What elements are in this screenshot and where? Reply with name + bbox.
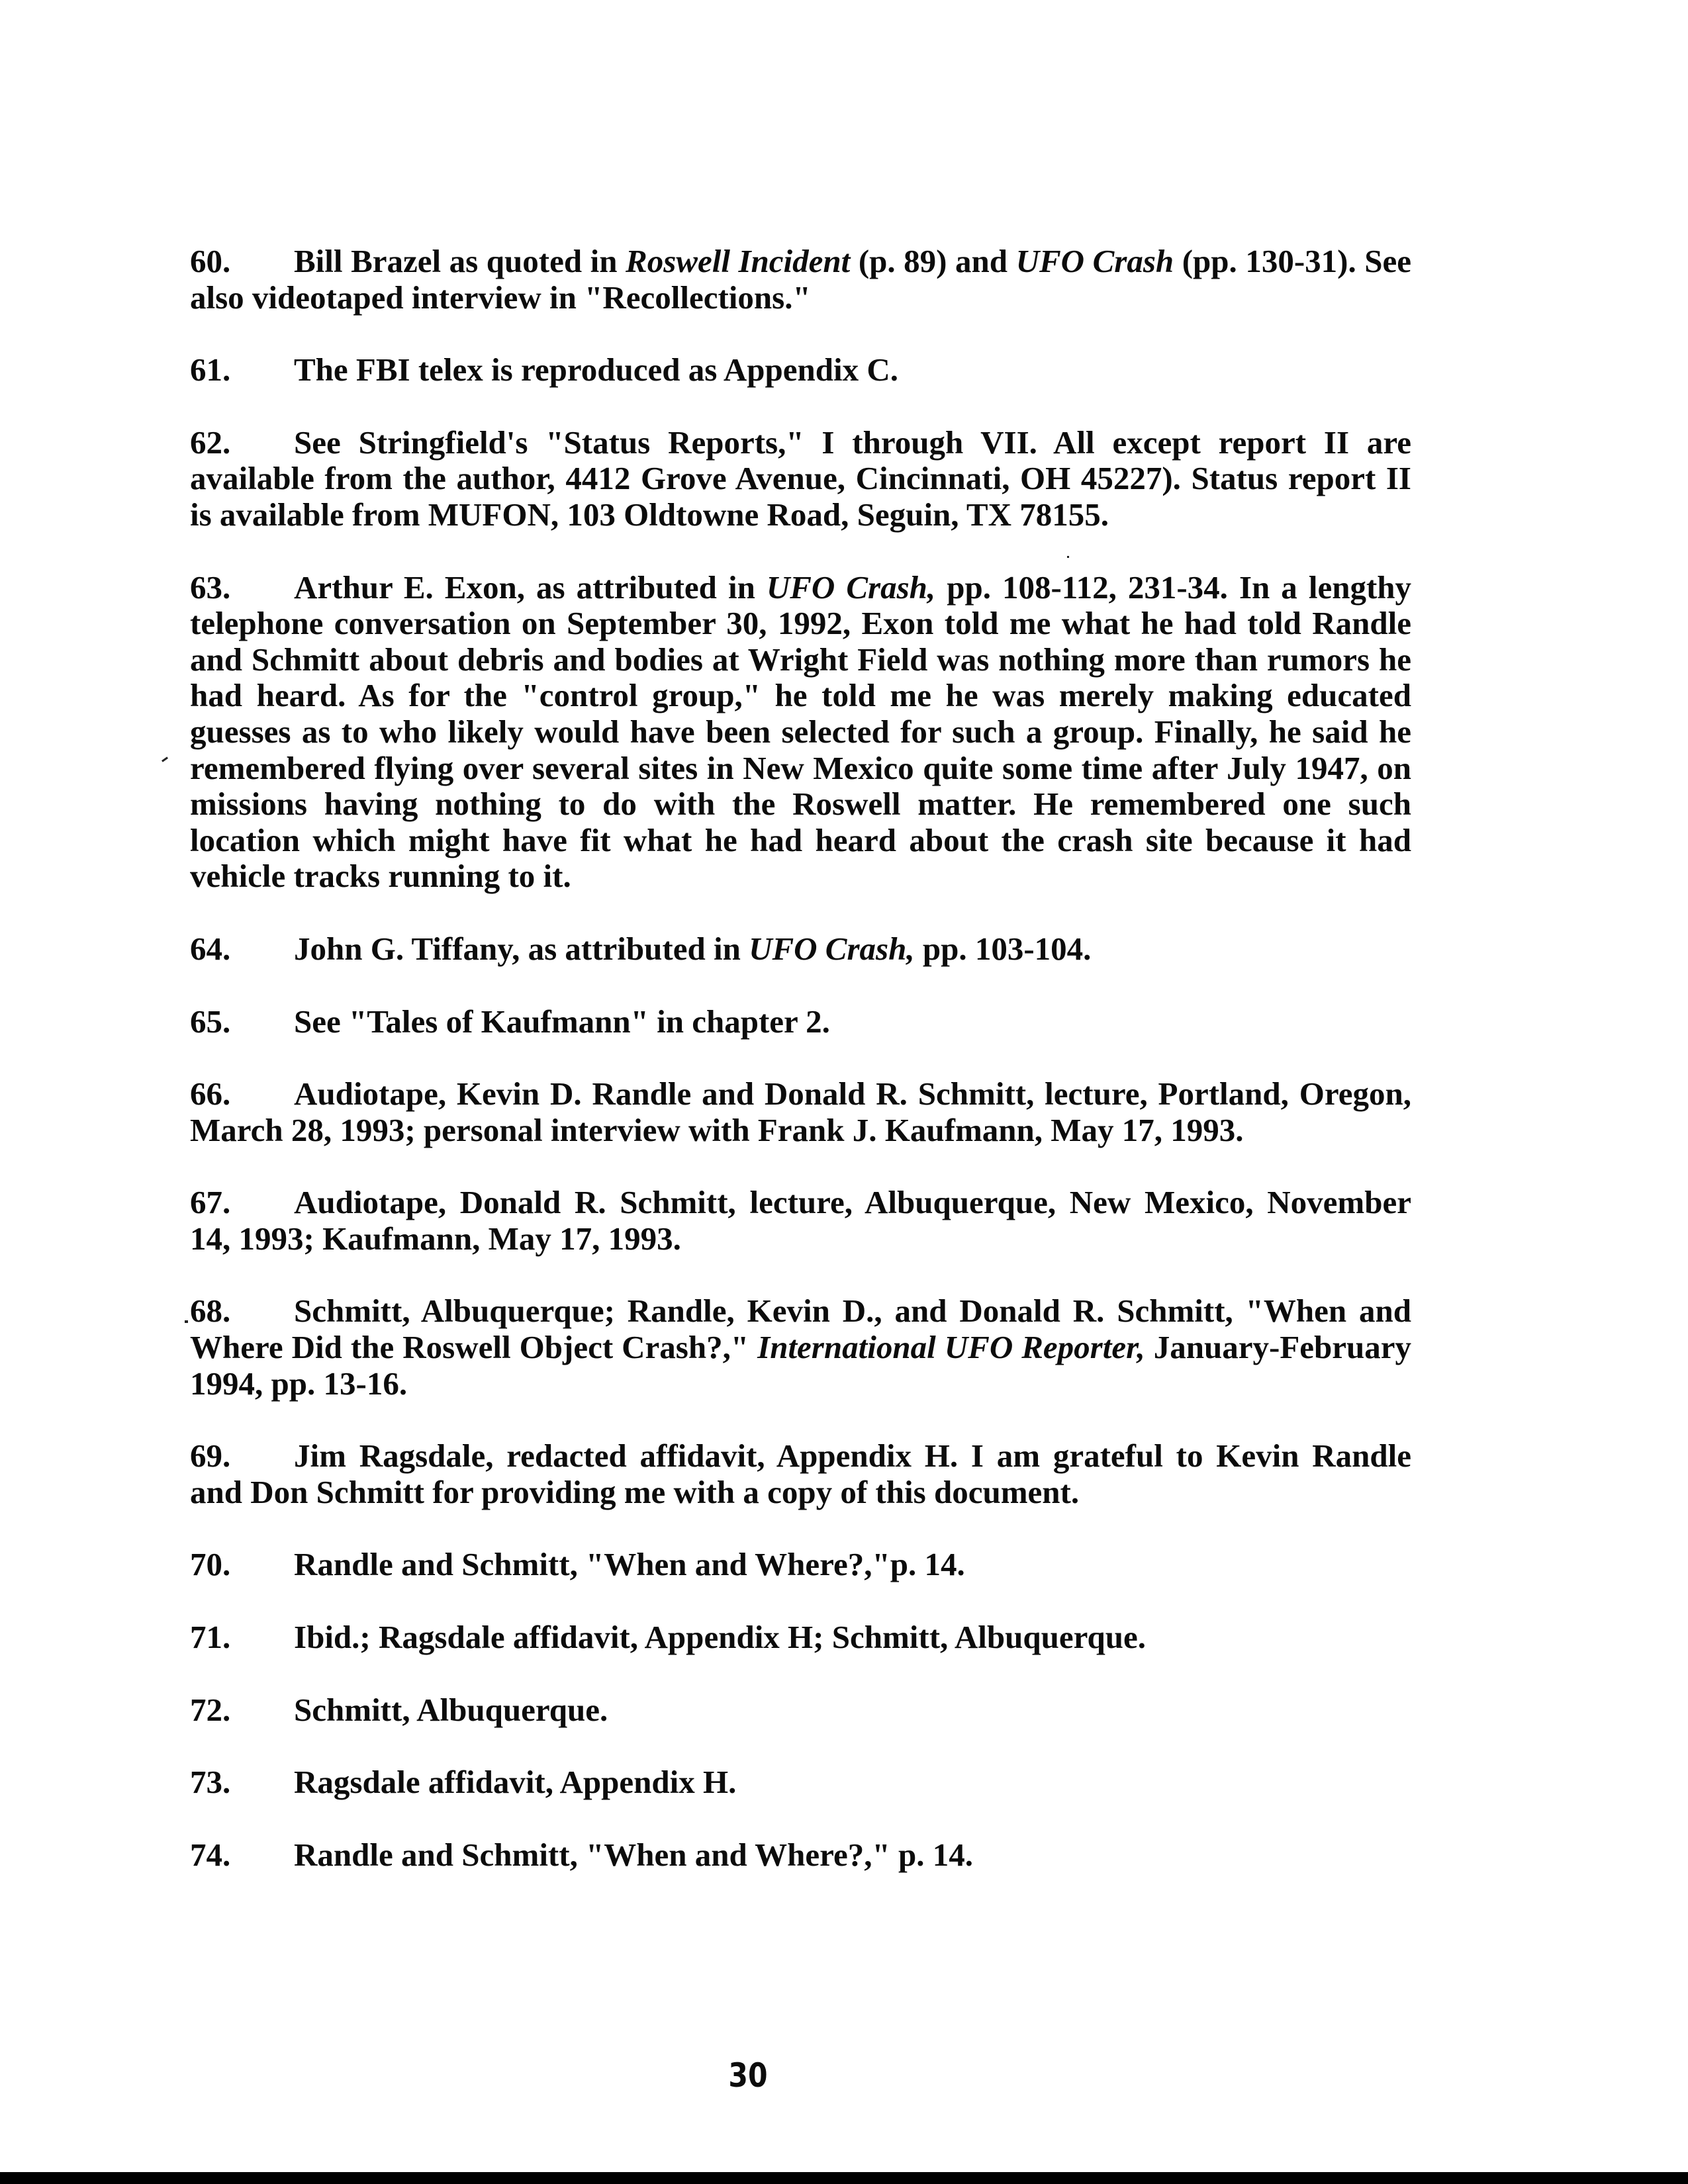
note-number: 73.	[190, 1764, 231, 1801]
note-63	[190, 570, 1411, 895]
note-text: pp. 108-112, 231-34. In a lengthy telephone conversation on September 30, 1992, Exon told me what he had told Randle and Schmitt about debris and bodies at Wright Field was nothing more than rumors he had heard. As for the "control group," he told me he was merely making educated guesses as to who likely would have been selected for such a group. Finally, he said he remembered flying over several sites in New Mexico quite some time after July 1947, on missions having nothing to do with the Roswell matter. He remembered one such location which might have fit what he had heard about the crash site because it had vehicle tracks running to it.	[190, 569, 1412, 895]
note-74	[190, 1837, 1411, 1874]
note-text: Randle and Schmitt, "When and Where?,"p. 14.	[294, 1546, 965, 1583]
scan-edge-bar	[0, 2172, 1688, 2184]
note-number: 61.	[190, 351, 231, 388]
note-text: The FBI telex is reproduced as Appendix C.	[294, 351, 898, 388]
note-number: 63.	[190, 569, 231, 606]
note-61	[190, 352, 1411, 388]
note-70	[190, 1547, 1411, 1583]
note-text: See "Tales of Kaufmann" in chapter 2.	[294, 1003, 830, 1040]
note-text: January-February 1994, pp. 13-16.	[190, 1329, 1412, 1402]
note-number: 67.	[190, 1184, 231, 1221]
note-number: 71.	[190, 1619, 231, 1656]
page-number: 30	[728, 2056, 768, 2095]
note-text: (pp. 130-31). See also videotaped interview in "Recollections."	[190, 243, 1411, 316]
note-number: 65.	[190, 1003, 231, 1040]
note-68	[190, 1293, 1411, 1402]
note-text: Ragsdale affidavit, Appendix H.	[294, 1764, 737, 1801]
note-number: 74.	[190, 1836, 231, 1873]
note-text: Bill Brazel as quoted in	[294, 243, 626, 279]
note-number: 72.	[190, 1691, 231, 1728]
note-60	[190, 244, 1411, 316]
book-title: UFO Crash,	[749, 930, 915, 967]
stray-pen-mark	[162, 756, 168, 762]
note-65	[190, 1004, 1411, 1040]
note-text: pp. 103-104.	[914, 930, 1092, 967]
note-number: 68.	[190, 1293, 231, 1330]
note-number: 62.	[190, 424, 231, 461]
note-number: 70.	[190, 1546, 231, 1583]
note-69	[190, 1438, 1411, 1510]
note-text: Jim Ragsdale, redacted affidavit, Appendix H. I am grateful to Kevin Randle and Don Schmitt for providing me with a copy of this document.	[190, 1437, 1411, 1510]
note-text: Randle and Schmitt, "When and Where?," p. 14.	[294, 1836, 973, 1873]
note-text: John G. Tiffany, as attributed in	[294, 930, 749, 967]
book-title: Roswell Incident	[626, 243, 851, 279]
note-62	[190, 425, 1411, 533]
note-72	[190, 1692, 1411, 1729]
note-number: 60.	[190, 243, 231, 279]
note-text: Ibid.; Ragsdale affidavit, Appendix H; Schmitt, Albuquerque.	[294, 1619, 1146, 1656]
book-title: UFO Crash,	[766, 569, 936, 606]
note-text: Schmitt, Albuquerque; Randle, Kevin D., and Donald R. Schmitt, "When and Where Did the Roswell Object Crash?,"	[190, 1293, 1411, 1366]
note-64	[190, 931, 1411, 968]
note-number: 69.	[190, 1437, 231, 1475]
journal-title: International UFO Reporter,	[757, 1329, 1145, 1366]
note-73	[190, 1764, 1411, 1801]
stray-dot	[1067, 556, 1069, 558]
note-text: (p. 89) and	[850, 243, 1016, 279]
note-number: 66.	[190, 1075, 231, 1113]
note-text: See Stringfield's "Status Reports," I through VII. All except report II are available from the author, 4412 Grove Avenue, Cincinnati, OH 45227). Status report II is available from MUFON, 103 Oldtowne Road, Seguin, TX 78155.	[190, 424, 1411, 533]
note-text: Arthur E. Exon, as attributed in	[294, 569, 767, 606]
book-title: UFO Crash	[1015, 243, 1174, 279]
note-text: Audiotape, Kevin D. Randle and Donald R. Schmitt, lecture, Portland, Oregon, March 28, 1993; personal interview with Frank J. Kaufmann, May 17, 1993.	[190, 1075, 1411, 1148]
note-71	[190, 1619, 1411, 1656]
note-66	[190, 1076, 1411, 1148]
note-text: Schmitt, Albuquerque.	[294, 1691, 608, 1728]
note-number: 64.	[190, 930, 231, 967]
endnotes-list	[190, 244, 1411, 1909]
note-text: Audiotape, Donald R. Schmitt, lecture, Albuquerque, New Mexico, November 14, 1993; Kaufmann, May 17, 1993.	[190, 1184, 1411, 1257]
stray-dot	[185, 1320, 188, 1323]
note-67	[190, 1185, 1411, 1257]
